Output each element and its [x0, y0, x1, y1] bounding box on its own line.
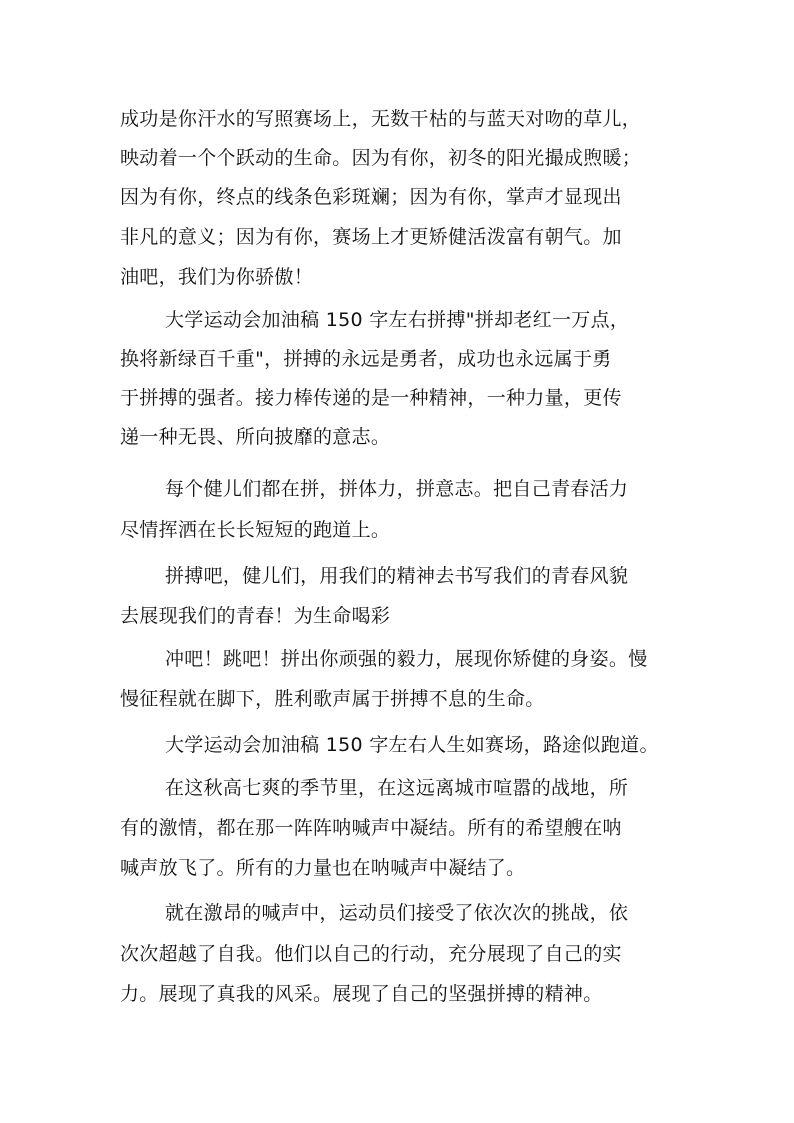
- text-line: 非凡的意义；因为有你，赛场上才更矫健活泼富有朝气。加: [120, 226, 622, 248]
- text-line: 喊声放飞了。所有的力量也在呐喊声中凝结了。: [120, 857, 526, 879]
- paragraph-start-line: 冲吧！跳吧！拼出你顽强的毅力，展现你矫健的身姿。慢: [165, 648, 648, 670]
- text-line: 成功是你汗水的写照赛场上，无数干枯的与蓝天对吻的草儿，: [120, 108, 642, 130]
- paragraph-start-line: 每个健儿们都在拼，拼体力，拼意志。把自己青春活力: [165, 478, 629, 500]
- text-line: 有的激情，都在那一阵阵呐喊声中凝结。所有的希望艘在呐: [120, 817, 622, 839]
- text-line: 因为有你，终点的线条色彩斑斓；因为有你，掌声才显现出: [120, 186, 622, 208]
- text-line: 力。展现了真我的风采。展现了自己的坚强拼搏的精神。: [120, 983, 603, 1005]
- text-line: 映动着一个个跃动的生命。因为有你，初冬的阳光撮成煦暖；: [120, 147, 642, 169]
- text-line: 换将新绿百千重"，拼搏的永远是勇者，成功也永远属于勇: [120, 348, 612, 370]
- paragraph-start-line: 拼搏吧，健儿们，用我们的精神去书写我们的青春风貌: [165, 565, 629, 587]
- paragraph-start-line: 就在激昂的喊声中，运动员们接受了依次次的挑战，依: [165, 902, 629, 924]
- text-line: 油吧，我们为你骄傲！: [120, 266, 314, 288]
- paragraph-start-line: 大学运动会加油稿 150 字左右拼搏"拼却老红一万点，: [165, 309, 630, 331]
- text-line: 于拼搏的强者。接力棒传递的是一种精神，一种力量，更传: [120, 387, 622, 409]
- text-line: 去展现我们的青春！为生命喝彩: [120, 605, 391, 627]
- text-line: 递一种无畏、所向披靡的意志。: [120, 426, 391, 448]
- paragraph-start-line: 大学运动会加油稿 150 字左右人生如赛场，路途似跑道。: [165, 734, 659, 756]
- paragraph-start-line: 在这秋高七爽的季节里，在这远离城市喧嚣的战地，所: [165, 777, 629, 799]
- text-line: 尽情挥洒在长长短短的跑道上。: [120, 519, 391, 541]
- text-line: 慢征程就在脚下，胜利歌声属于拼搏不息的生命。: [120, 688, 545, 710]
- text-line: 次次超越了自我。他们以自己的行动，充分展现了自己的实: [120, 943, 622, 965]
